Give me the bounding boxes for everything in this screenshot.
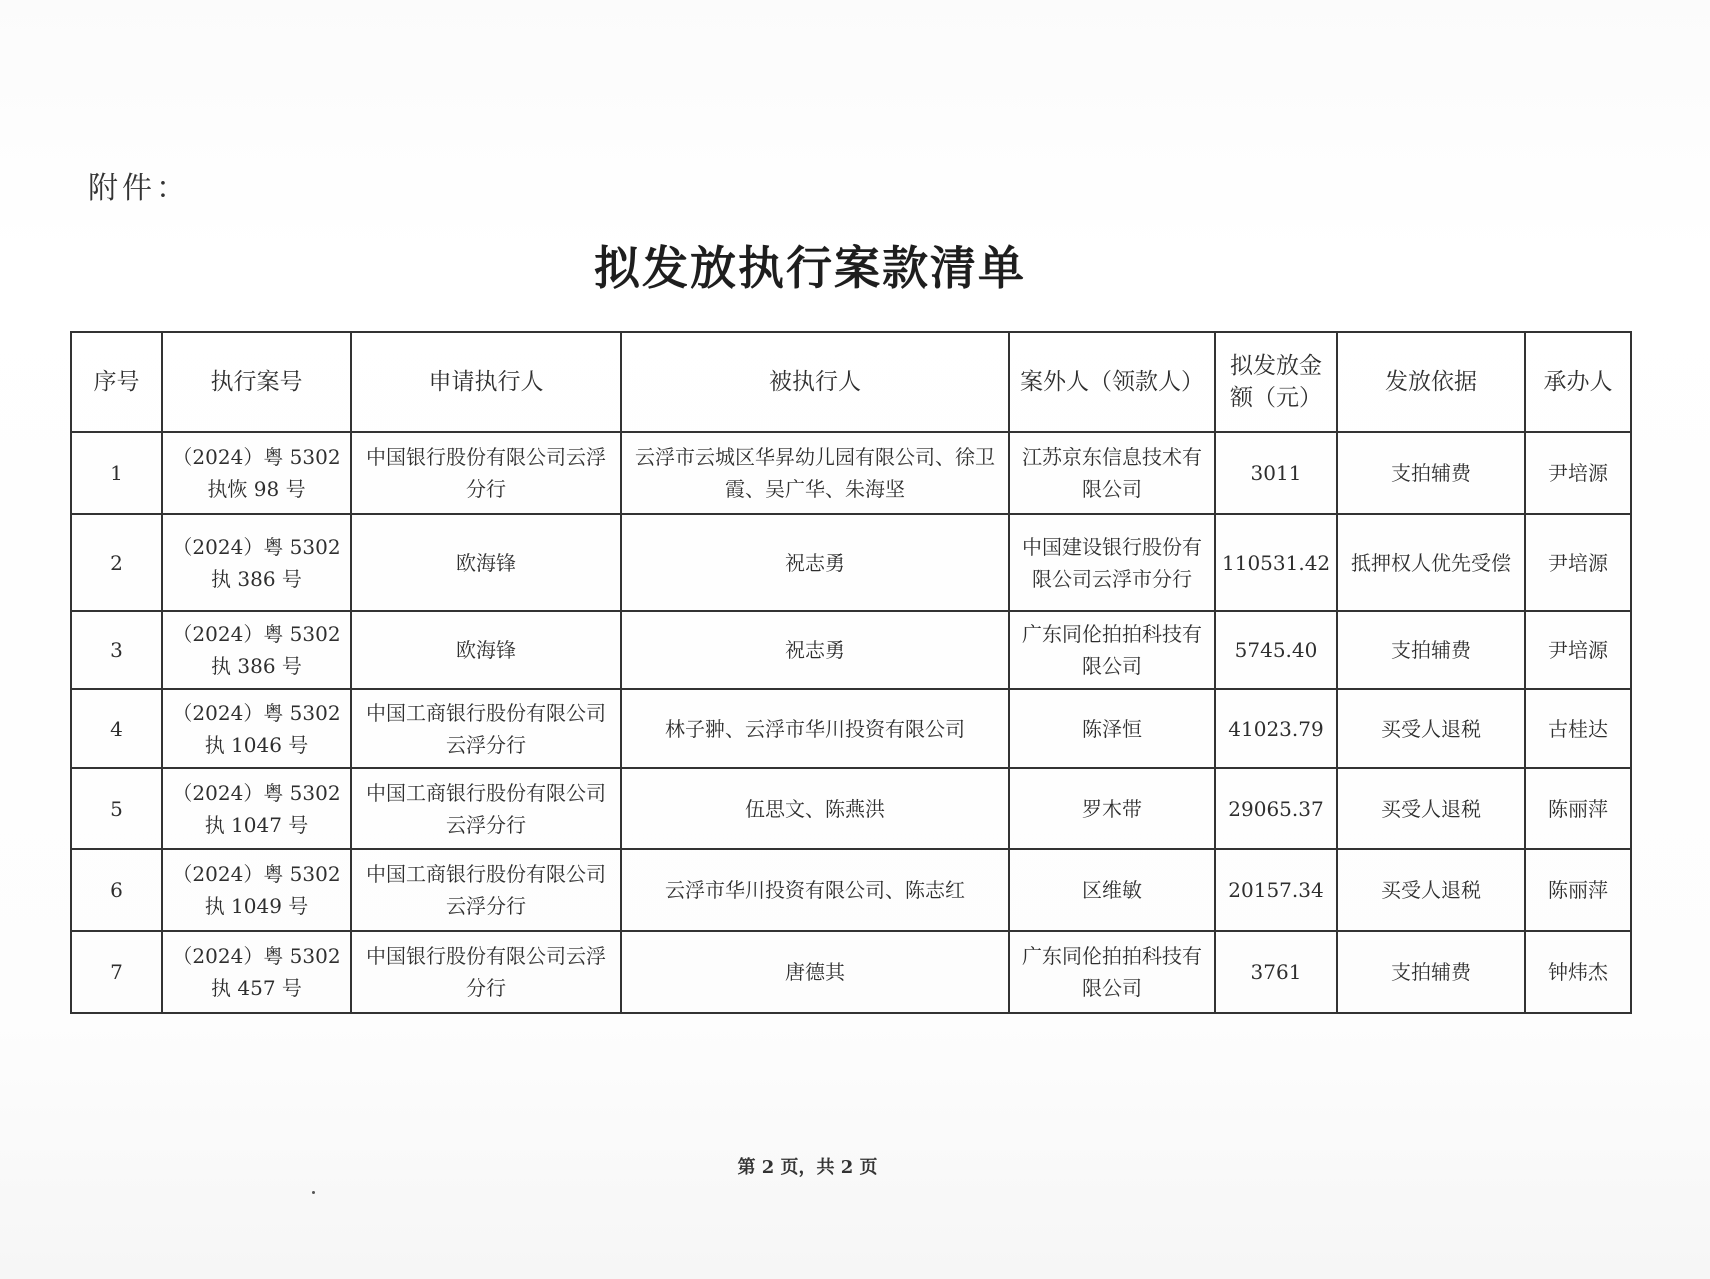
cell-amount: 3011 (1215, 432, 1337, 514)
cell-case-number: （2024）粤 5302 执 1046 号 (162, 689, 351, 768)
header-basis: 发放依据 (1337, 332, 1525, 432)
cell-handler: 钟炜杰 (1525, 931, 1631, 1013)
cell-index: 1 (71, 432, 162, 514)
cell-respondent: 林子翀、云浮市华川投资有限公司 (621, 689, 1009, 768)
cell-index: 4 (71, 689, 162, 768)
table-row (71, 689, 1631, 768)
cell-basis: 买受人退税 (1337, 689, 1525, 768)
cell-payee: 江苏京东信息技术有限公司 (1009, 432, 1215, 514)
cell-payee: 罗木带 (1009, 768, 1215, 849)
cell-handler: 陈丽萍 (1525, 849, 1631, 931)
cell-index: 2 (71, 514, 162, 611)
attachment-label: 附件： (88, 171, 190, 206)
cell-amount: 29065.37 (1215, 768, 1337, 849)
cell-basis: 抵押权人优先受偿 (1337, 514, 1525, 611)
cell-applicant: 中国银行股份有限公司云浮分行 (351, 432, 621, 514)
cell-applicant: 欧海锋 (351, 611, 621, 689)
cell-amount: 110531.42 (1215, 514, 1337, 611)
cell-case-number: （2024）粤 5302 执 1047 号 (162, 768, 351, 849)
cell-applicant: 中国工商银行股份有限公司云浮分行 (351, 849, 621, 931)
cell-amount: 41023.79 (1215, 689, 1337, 768)
header-index: 序号 (71, 332, 162, 432)
scan-speck (312, 1191, 315, 1194)
cell-case-number: （2024）粤 5302 执 457 号 (162, 931, 351, 1013)
cell-index: 6 (71, 849, 162, 931)
cell-respondent: 云浮市云城区华昇幼儿园有限公司、徐卫霞、吴广华、朱海坚 (621, 432, 1009, 514)
page-title: 拟发放执行案款清单 (594, 241, 1026, 295)
cell-handler: 古桂达 (1525, 689, 1631, 768)
header-amount: 拟发放金额（元） (1215, 332, 1337, 432)
cell-handler: 尹培源 (1525, 514, 1631, 611)
cell-applicant: 中国银行股份有限公司云浮分行 (351, 931, 621, 1013)
page-number: 第 2 页，共 2 页 (737, 1157, 878, 1178)
cell-payee: 中国建设银行股份有限公司云浮市分行 (1009, 514, 1215, 611)
cell-index: 5 (71, 768, 162, 849)
cell-basis: 支拍辅费 (1337, 432, 1525, 514)
table-row (71, 768, 1631, 849)
cell-case-number: （2024）粤 5302 执 1049 号 (162, 849, 351, 931)
cell-basis: 买受人退税 (1337, 768, 1525, 849)
cell-index: 7 (71, 931, 162, 1013)
cell-respondent: 云浮市华川投资有限公司、陈志红 (621, 849, 1009, 931)
cell-amount: 3761 (1215, 931, 1337, 1013)
cell-handler: 尹培源 (1525, 611, 1631, 689)
cell-amount: 5745.40 (1215, 611, 1337, 689)
header-handler: 承办人 (1525, 332, 1631, 432)
cell-payee: 广东同伦拍拍科技有限公司 (1009, 611, 1215, 689)
header-case-number: 执行案号 (162, 332, 351, 432)
cell-case-number: （2024）粤 5302 执 386 号 (162, 611, 351, 689)
table-row (71, 849, 1631, 931)
cell-respondent: 祝志勇 (621, 514, 1009, 611)
cell-case-number: （2024）粤 5302 执恢 98 号 (162, 432, 351, 514)
cell-index: 3 (71, 611, 162, 689)
table-row (71, 931, 1631, 1013)
table-row (71, 611, 1631, 689)
cell-applicant: 中国工商银行股份有限公司云浮分行 (351, 768, 621, 849)
header-respondent: 被执行人 (621, 332, 1009, 432)
cell-amount: 20157.34 (1215, 849, 1337, 931)
table-row (71, 432, 1631, 514)
cell-case-number: （2024）粤 5302 执 386 号 (162, 514, 351, 611)
table-header-row (71, 332, 1631, 432)
cell-payee: 广东同伦拍拍科技有限公司 (1009, 931, 1215, 1013)
cell-applicant: 中国工商银行股份有限公司云浮分行 (351, 689, 621, 768)
cell-respondent: 祝志勇 (621, 611, 1009, 689)
table-row (71, 514, 1631, 611)
header-payee: 案外人（领款人） (1009, 332, 1215, 432)
cell-applicant: 欧海锋 (351, 514, 621, 611)
cell-respondent: 伍思文、陈燕洪 (621, 768, 1009, 849)
cell-respondent: 唐德其 (621, 931, 1009, 1013)
cell-payee: 区维敏 (1009, 849, 1215, 931)
cell-basis: 支拍辅费 (1337, 611, 1525, 689)
cell-handler: 尹培源 (1525, 432, 1631, 514)
payment-list-table (70, 331, 1632, 1014)
cell-basis: 支拍辅费 (1337, 931, 1525, 1013)
header-applicant: 申请执行人 (351, 332, 621, 432)
cell-basis: 买受人退税 (1337, 849, 1525, 931)
cell-payee: 陈泽恒 (1009, 689, 1215, 768)
cell-handler: 陈丽萍 (1525, 768, 1631, 849)
